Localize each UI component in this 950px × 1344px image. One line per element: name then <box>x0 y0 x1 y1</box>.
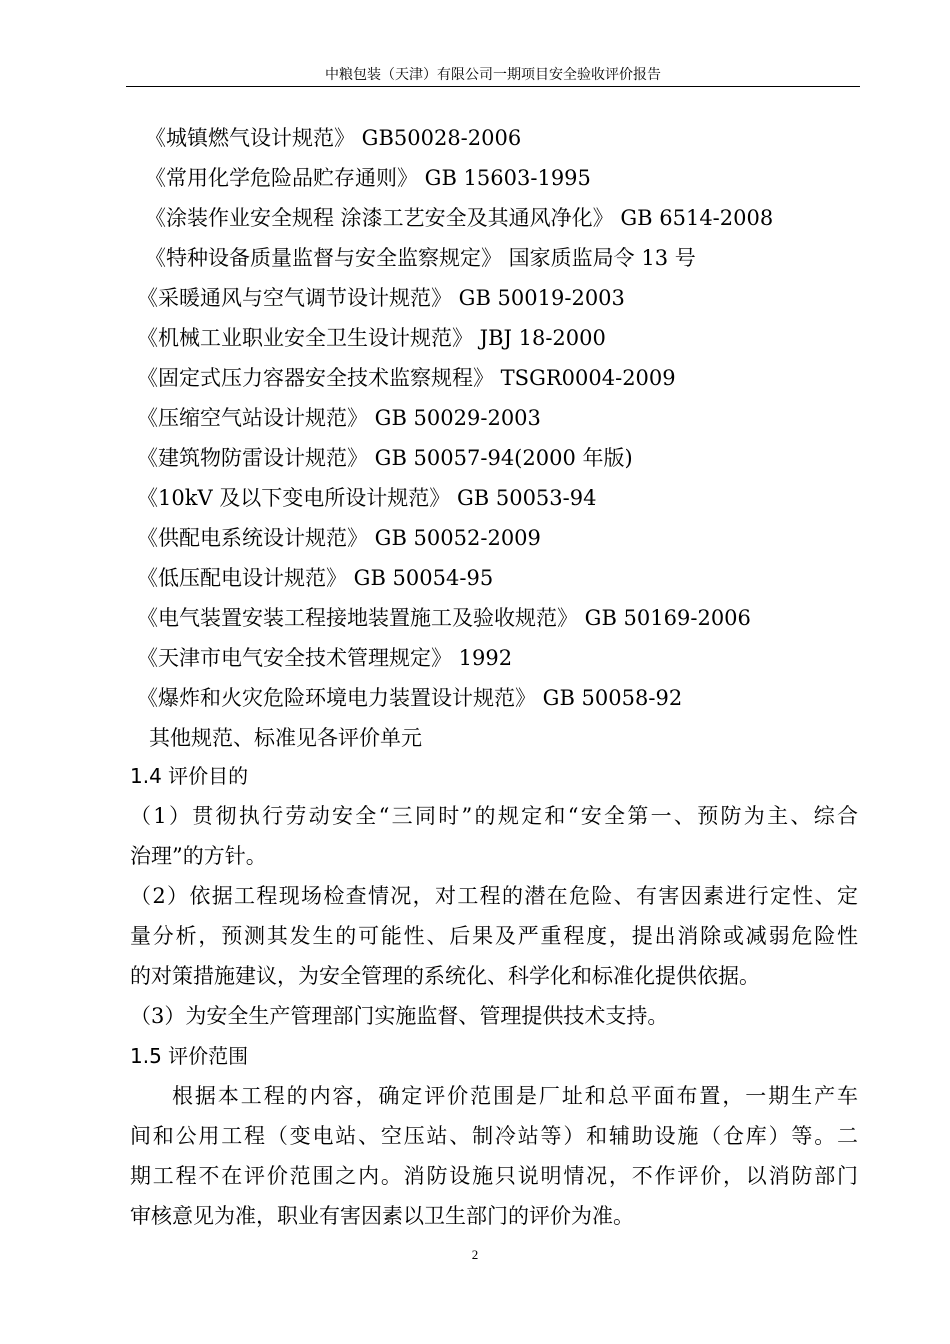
reference-item: 《天津市电气安全技术管理规定》 1992 <box>137 646 513 670</box>
purpose-item-2-line: 的对策措施建议，为安全管理的系统化、科学化和标准化提供依据。 <box>130 964 760 988</box>
page-number: 2 <box>471 1247 479 1262</box>
reference-item: 《建筑物防雷设计规范》 GB 50057-94(2000 年版) <box>137 446 633 470</box>
purpose-item-3: （3）为安全生产管理部门实施监督、管理提供技术支持。 <box>130 1004 669 1028</box>
reference-item: 《固定式压力容器安全技术监察规程》 TSGR0004-2009 <box>137 366 676 390</box>
section-heading-1-4: 1.4 评价目的 <box>130 764 249 788</box>
purpose-item-1-line: （1）贯彻执行劳动安全“三同时”的规定和“安全第一、预防为主、综合 <box>130 804 858 828</box>
reference-item: 《城镇燃气设计规范》 GB50028-2006 <box>145 126 522 150</box>
other-standards-note: 其他规范、标准见各评价单元 <box>149 726 422 750</box>
scope-paragraph-line: 期工程不在评价范围之内。消防设施只说明情况，不作评价，以消防部门 <box>130 1164 858 1188</box>
reference-item: 《爆炸和火灾危险环境电力装置设计规范》 GB 50058-92 <box>137 686 683 710</box>
reference-item: 《常用化学危险品贮存通则》 GB 15603-1995 <box>145 166 591 190</box>
reference-item: 《电气装置安装工程接地装置施工及验收规范》 GB 50169-2006 <box>137 606 751 630</box>
purpose-item-2-line: 量分析，预测其发生的可能性、后果及严重程度，提出消除或减弱危险性 <box>130 924 858 948</box>
scope-paragraph-line: 审核意见为准，职业有害因素以卫生部门的评价为准。 <box>130 1204 634 1228</box>
reference-item: 《10kV 及以下变电所设计规范》 GB 50053-94 <box>137 486 597 510</box>
section-heading-1-5: 1.5 评价范围 <box>130 1044 249 1068</box>
reference-item: 《低压配电设计规范》 GB 50054-95 <box>137 566 494 590</box>
purpose-item-2-line: （2）依据工程现场检查情况，对工程的潜在危险、有害因素进行定性、定 <box>130 884 858 908</box>
purpose-item-1-line: 治理”的方针。 <box>130 844 267 868</box>
page-header: 中粮包装（天津）有限公司一期项目安全验收评价报告 <box>325 67 661 83</box>
reference-item: 《涂装作业安全规程 涂漆工艺安全及其通风净化》 GB 6514-2008 <box>145 206 774 230</box>
reference-item: 《采暖通风与空气调节设计规范》 GB 50019-2003 <box>137 286 625 310</box>
reference-item: 《机械工业职业安全卫生设计规范》 JBJ 18-2000 <box>137 326 606 350</box>
scope-paragraph-line: 根据本工程的内容，确定评价范围是厂址和总平面布置，一期生产车 <box>172 1084 858 1108</box>
reference-item: 《供配电系统设计规范》 GB 50052-2009 <box>137 526 541 550</box>
reference-item: 《特种设备质量监督与安全监察规定》 国家质监局令 13 号 <box>145 246 696 270</box>
scope-paragraph-line: 间和公用工程（变电站、空压站、制冷站等）和辅助设施（仓库）等。二 <box>130 1124 858 1148</box>
reference-item: 《压缩空气站设计规范》 GB 50029-2003 <box>137 406 541 430</box>
header-rule <box>126 86 860 87</box>
